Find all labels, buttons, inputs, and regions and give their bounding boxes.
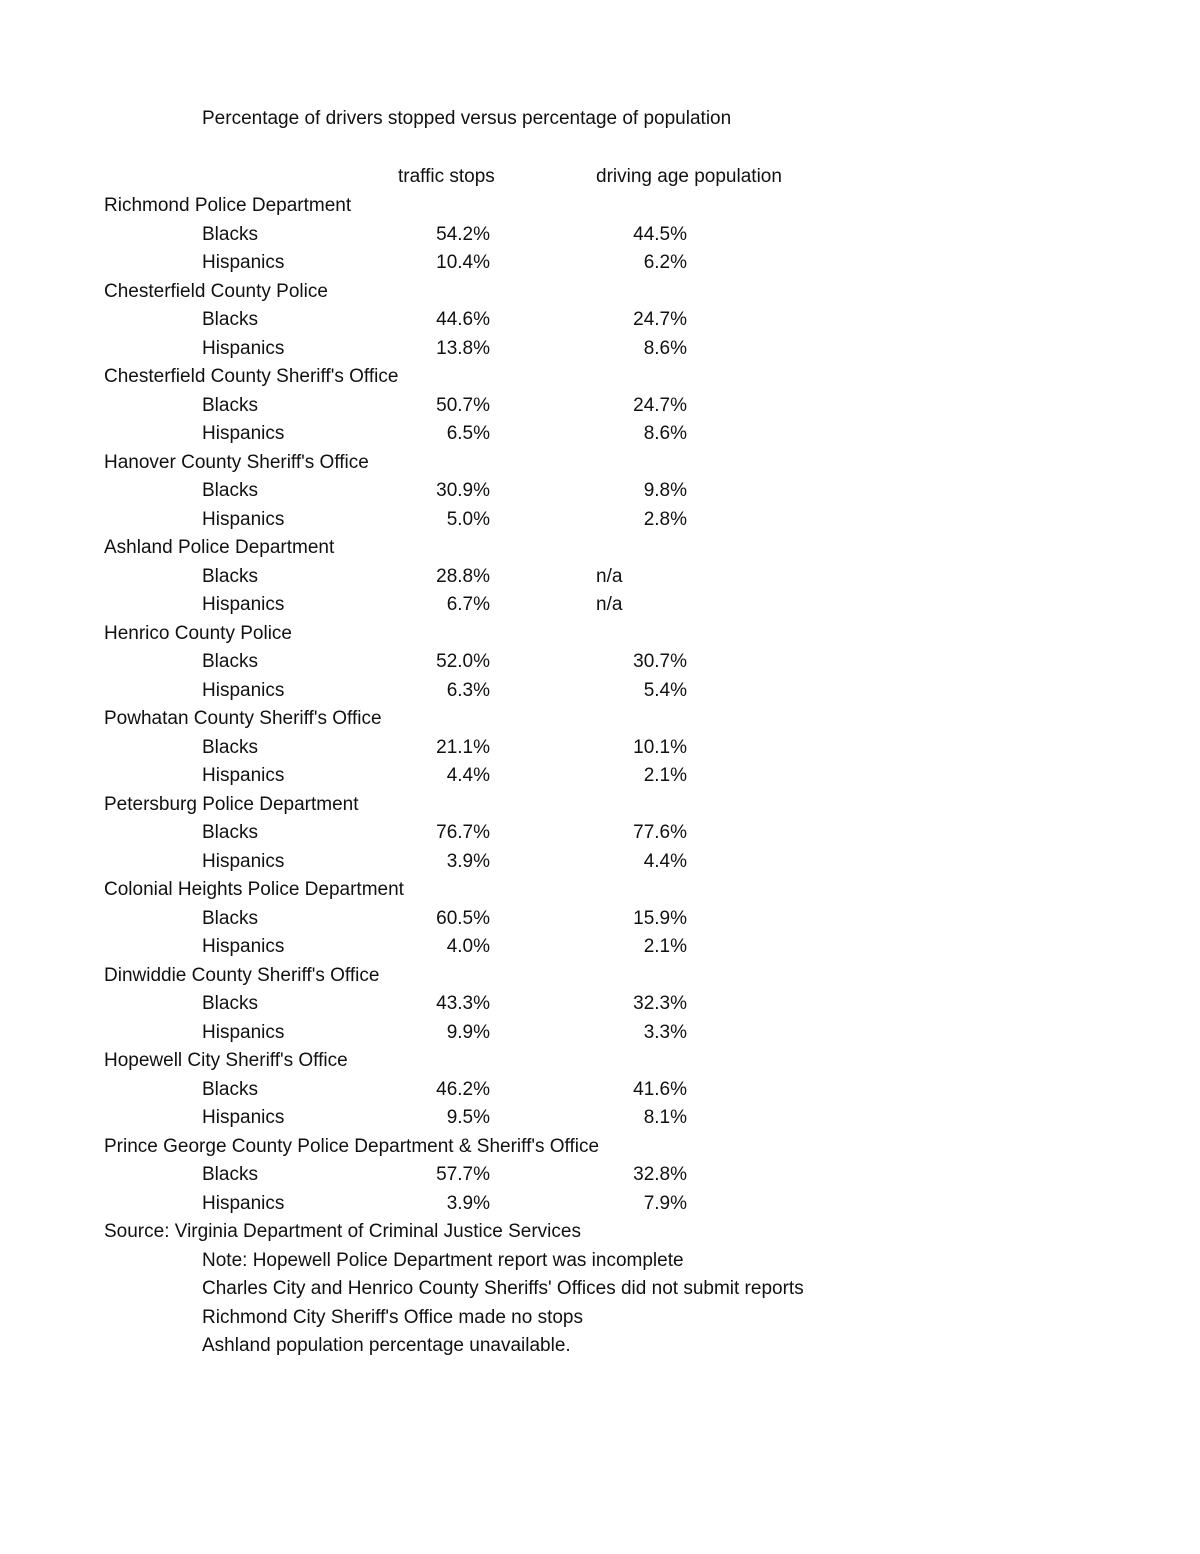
agency-name: Hopewell City Sheriff's Office [104, 1050, 348, 1071]
group-label: Hispanics [202, 679, 285, 701]
traffic-stops-value: 4.4% [446, 765, 490, 786]
table-row [0, 933, 1200, 962]
population-value: 7.9% [643, 1192, 687, 1214]
table-row [0, 990, 1200, 1019]
source-row [0, 1218, 1200, 1247]
note-line: Charles City and Henrico County Sheriffs' Offices did not submit reports [202, 1278, 804, 1299]
table-row [0, 306, 1200, 335]
group-label: Blacks [202, 1078, 258, 1100]
column-header-traffic-stops: traffic stops [398, 166, 495, 187]
traffic-stops-value: 4.0% [446, 936, 490, 957]
table-row [0, 335, 1200, 364]
population-value: 6.2% [643, 252, 687, 273]
table-row [0, 1161, 1200, 1190]
agency-row [0, 962, 1200, 991]
traffic-stops-value: 30.9% [436, 480, 490, 501]
agency-name: Hanover County Sheriff's Office [104, 451, 369, 473]
table-row [0, 1019, 1200, 1048]
group-label: Blacks [202, 907, 258, 929]
table-row [0, 392, 1200, 421]
traffic-stops-value: 9.5% [446, 1107, 490, 1128]
table-row [0, 420, 1200, 449]
note-line: Note: Hopewell Police Department report was incomplete [202, 1249, 684, 1271]
table-row [0, 1190, 1200, 1219]
traffic-stops-value: 3.9% [446, 850, 490, 872]
traffic-stops-value: 52.0% [436, 651, 490, 672]
population-value: 41.6% [633, 1078, 687, 1100]
traffic-stops-value: 60.5% [436, 907, 490, 929]
group-label: Hispanics [202, 936, 285, 957]
group-label: Blacks [202, 822, 258, 843]
group-label: Blacks [202, 993, 258, 1014]
source-citation: Source: Virginia Department of Criminal Justice Services [104, 1221, 581, 1242]
agency-row [0, 192, 1200, 221]
population-value: 4.4% [643, 850, 687, 872]
traffic-stops-value: 10.4% [436, 252, 490, 273]
note-line: Ashland population percentage unavailable. [202, 1335, 571, 1356]
table-row [0, 677, 1200, 706]
population-value: 5.4% [643, 679, 687, 701]
traffic-stops-value: 57.7% [436, 1164, 490, 1185]
traffic-stops-value: 54.2% [436, 223, 490, 245]
note-row [0, 1247, 1200, 1276]
agency-name: Petersburg Police Department [104, 793, 359, 815]
population-value: 9.8% [643, 480, 687, 501]
table-row [0, 848, 1200, 877]
population-value: 2.8% [643, 508, 687, 530]
traffic-stops-value: 9.9% [446, 1021, 490, 1043]
agency-row [0, 278, 1200, 307]
note-row [0, 1304, 1200, 1333]
population-value: 3.3% [643, 1021, 687, 1043]
group-label: Hispanics [202, 1107, 285, 1128]
population-value: 8.6% [643, 423, 687, 444]
table-row [0, 905, 1200, 934]
traffic-stops-value: 6.5% [446, 423, 490, 444]
table-row [0, 734, 1200, 763]
traffic-stops-value: 43.3% [436, 993, 490, 1014]
table-row [0, 563, 1200, 592]
population-value: 32.3% [633, 993, 687, 1014]
group-label: Blacks [202, 736, 258, 758]
group-label: Hispanics [202, 1021, 285, 1043]
page-title: Percentage of drivers stopped versus percentage of population [202, 108, 732, 129]
group-label: Blacks [202, 480, 258, 501]
agency-row [0, 534, 1200, 563]
group-label: Blacks [202, 223, 258, 245]
group-label: Blacks [202, 1164, 258, 1185]
population-value: 24.7% [633, 394, 687, 416]
agency-row [0, 705, 1200, 734]
note-line: Richmond City Sheriff's Office made no stops [202, 1306, 583, 1328]
population-value: 8.6% [643, 337, 687, 359]
table-row [0, 819, 1200, 848]
group-label: Hispanics [202, 850, 285, 872]
traffic-stops-value: 50.7% [436, 394, 490, 416]
table-row [0, 1104, 1200, 1133]
agency-row [0, 620, 1200, 649]
agency-name: Prince George County Police Department & Sheriff's Office [104, 1135, 600, 1157]
traffic-stops-value: 5.0% [446, 508, 490, 530]
population-value: 2.1% [643, 936, 687, 957]
table-row [0, 477, 1200, 506]
agency-name: Chesterfield County Sheriff's Office [104, 366, 399, 387]
group-label: Blacks [202, 309, 258, 330]
note-row [0, 1332, 1200, 1361]
population-value: n/a [596, 565, 623, 587]
agency-row [0, 876, 1200, 905]
agency-name: Powhatan County Sheriff's Office [104, 708, 382, 729]
population-value: 32.8% [633, 1164, 687, 1185]
group-label: Hispanics [202, 423, 285, 444]
group-label: Hispanics [202, 1192, 285, 1214]
table-row [0, 762, 1200, 791]
group-label: Hispanics [202, 337, 285, 359]
stops-table [0, 192, 1200, 1361]
group-label: Hispanics [202, 594, 285, 615]
population-value: n/a [596, 594, 623, 615]
population-value: 10.1% [633, 736, 687, 758]
table-row [0, 249, 1200, 278]
group-label: Blacks [202, 651, 258, 672]
population-value: 24.7% [633, 309, 687, 330]
traffic-stops-value: 28.8% [436, 565, 490, 587]
traffic-stops-value: 6.3% [446, 679, 490, 701]
traffic-stops-value: 44.6% [436, 309, 490, 330]
group-label: Blacks [202, 565, 258, 587]
traffic-stops-value: 21.1% [436, 736, 490, 758]
group-label: Hispanics [202, 252, 285, 273]
agency-name: Henrico County Police [104, 622, 292, 644]
agency-name: Colonial Heights Police Department [104, 879, 404, 900]
population-value: 77.6% [633, 822, 687, 843]
note-row [0, 1275, 1200, 1304]
table-row [0, 1076, 1200, 1105]
agency-row [0, 1047, 1200, 1076]
table-row [0, 648, 1200, 677]
group-label: Blacks [202, 394, 258, 416]
table-row [0, 506, 1200, 535]
traffic-stops-value: 13.8% [436, 337, 490, 359]
agency-row [0, 1133, 1200, 1162]
agency-row [0, 791, 1200, 820]
agency-name: Richmond Police Department [104, 195, 352, 216]
population-value: 30.7% [633, 651, 687, 672]
traffic-stops-value: 46.2% [436, 1078, 490, 1100]
population-value: 15.9% [633, 907, 687, 929]
population-value: 2.1% [643, 765, 687, 786]
agency-row [0, 363, 1200, 392]
agency-name: Dinwiddie County Sheriff's Office [104, 964, 380, 986]
agency-name: Chesterfield County Police [104, 280, 328, 302]
traffic-stops-value: 76.7% [436, 822, 490, 843]
table-row [0, 221, 1200, 250]
traffic-stops-value: 6.7% [446, 594, 490, 615]
column-header-driving-age-population: driving age population [596, 166, 782, 187]
traffic-stops-value: 3.9% [446, 1192, 490, 1214]
agency-name: Ashland Police Department [104, 537, 335, 558]
group-label: Hispanics [202, 765, 285, 786]
group-label: Hispanics [202, 508, 285, 530]
population-value: 44.5% [633, 223, 687, 245]
population-value: 8.1% [643, 1107, 687, 1128]
agency-row [0, 449, 1200, 478]
table-row [0, 591, 1200, 620]
